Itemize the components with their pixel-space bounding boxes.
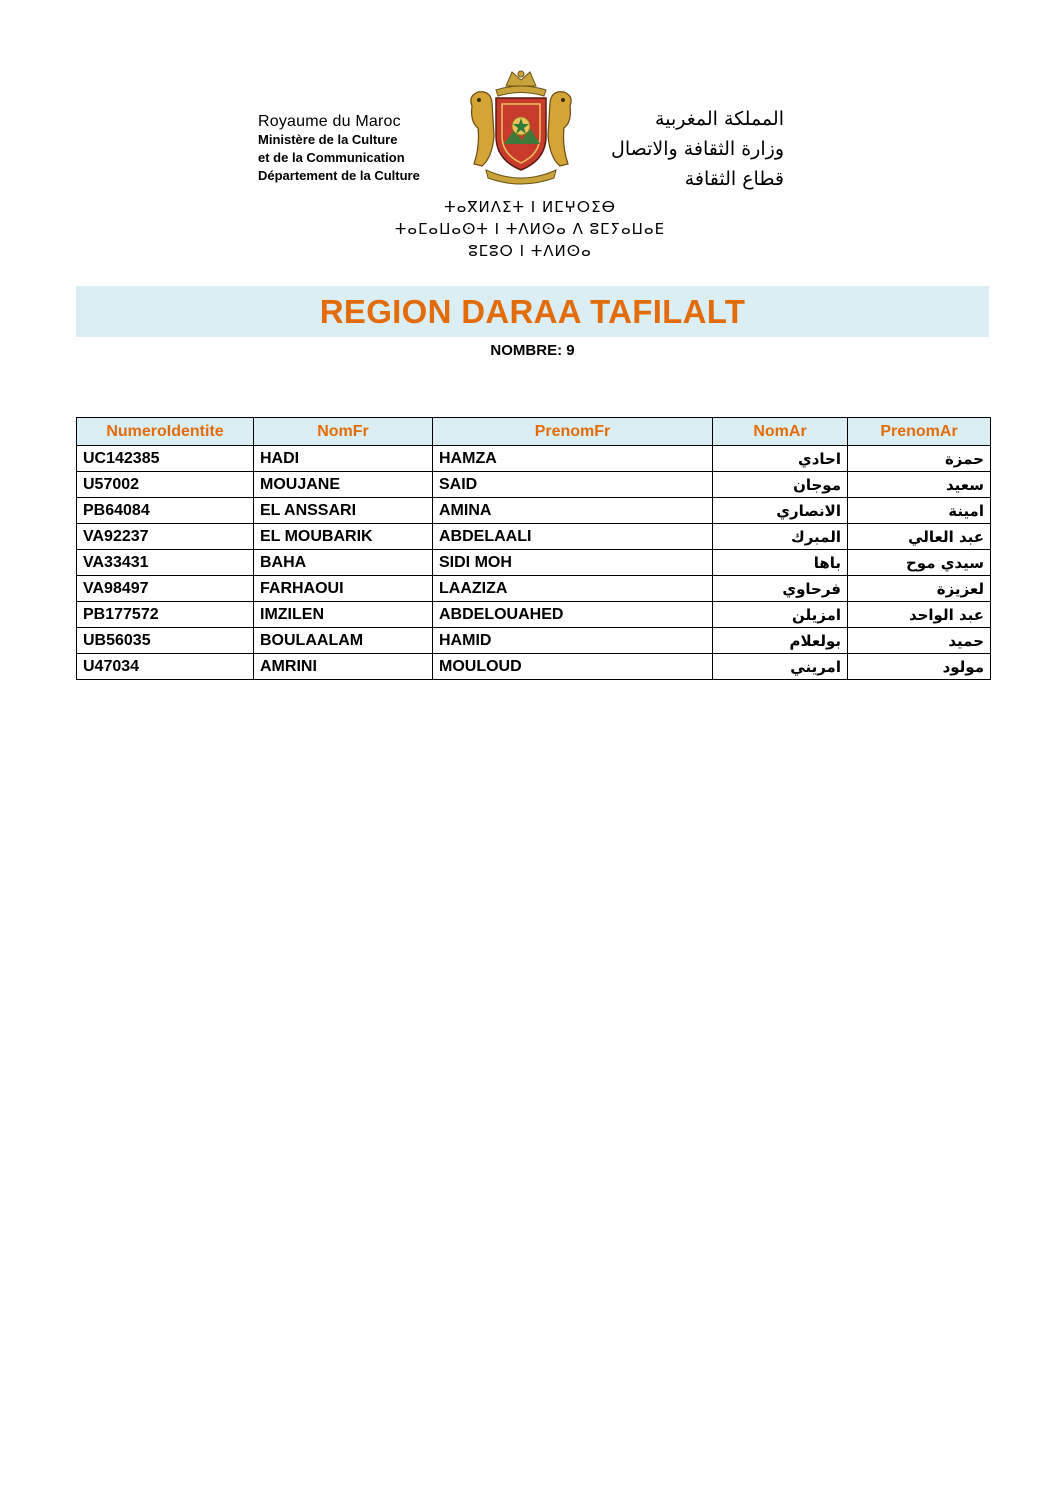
french-letterhead: [258, 113, 442, 185]
cell-prenomfr: ABDELOUAHED: [433, 602, 713, 628]
letterhead-fr-line-3: et de la Communication: [258, 150, 405, 165]
cell-prenomfr: HAMZA: [433, 446, 713, 472]
cell-nomfr: BOULAALAM: [254, 628, 433, 654]
cell-nomfr: IMZILEN: [254, 602, 433, 628]
letterhead-fr-line-2: Ministère de la Culture: [258, 132, 398, 147]
cell-nomfr: BAHA: [254, 550, 433, 576]
letterhead-tif-line-1: ⵜⴰⴳⵍⴷⵉⵜ ⵏ ⵍⵎⵖⵔⵉⴱ: [444, 198, 616, 216]
arabic-letterhead: [592, 104, 784, 194]
cell-prenomar: سعيد: [848, 472, 991, 498]
cell-prenomar: عبد العالي: [848, 524, 991, 550]
column-header-prenomar: PrenomAr: [848, 418, 991, 446]
coat-of-arms-icon: [462, 66, 580, 188]
cell-nomar: بولعلام: [713, 628, 848, 654]
cell-numero: VA33431: [77, 550, 254, 576]
cell-nomar: احادي: [713, 446, 848, 472]
table-row: [77, 628, 991, 654]
cell-prenomfr: SAID: [433, 472, 713, 498]
cell-numero: PB177572: [77, 602, 254, 628]
letterhead-ar-line-1: المملكة المغربية: [655, 108, 784, 130]
cell-nomfr: AMRINI: [254, 654, 433, 680]
cell-numero: U57002: [77, 472, 254, 498]
table-body: [77, 446, 991, 680]
column-header-nomfr: NomFr: [254, 418, 433, 446]
cell-nomar: فرحاوي: [713, 576, 848, 602]
cell-nomar: باها: [713, 550, 848, 576]
cell-numero: VA98497: [77, 576, 254, 602]
table-row: [77, 576, 991, 602]
column-header-nomar: NomAr: [713, 418, 848, 446]
page-header: [0, 0, 1058, 280]
table-row: [77, 446, 991, 472]
table-row: [77, 654, 991, 680]
letterhead-ar-line-2: وزارة الثقافة والاتصال: [611, 138, 784, 160]
cell-nomar: امزيلن: [713, 602, 848, 628]
cell-nomar: المبرك: [713, 524, 848, 550]
table-row: [77, 550, 991, 576]
column-header-numero: NumeroIdentite: [77, 418, 254, 446]
cell-nomfr: EL MOUBARIK: [254, 524, 433, 550]
people-table: [76, 417, 991, 680]
cell-nomar: الانصاري: [713, 498, 848, 524]
letterhead-tif-line-2: ⵜⴰⵎⴰⵡⴰⵙⵜ ⵏ ⵜⴷⵍⵙⴰ ⴷ ⵓⵎⵢⴰⵡⴰⴹ: [394, 220, 666, 238]
cell-nomfr: FARHAOUI: [254, 576, 433, 602]
table-row: [77, 524, 991, 550]
letterhead-fr-line-1: Royaume du Maroc: [258, 113, 401, 130]
cell-prenomfr: ABDELAALI: [433, 524, 713, 550]
cell-prenomar: امينة: [848, 498, 991, 524]
tifinagh-letterhead: [380, 196, 680, 262]
cell-prenomar: حميد: [848, 628, 991, 654]
cell-numero: U47034: [77, 654, 254, 680]
cell-prenomfr: SIDI MOH: [433, 550, 713, 576]
cell-prenomfr: LAAZIZA: [433, 576, 713, 602]
letterhead-tif-line-3: ⵓⵎⵓⵔ ⵏ ⵜⴷⵍⵙⴰ: [468, 242, 592, 260]
cell-numero: UB56035: [77, 628, 254, 654]
cell-numero: VA92237: [77, 524, 254, 550]
record-count: NOMBRE: 9: [490, 342, 575, 359]
cell-nomar: موجان: [713, 472, 848, 498]
cell-nomfr: MOUJANE: [254, 472, 433, 498]
cell-nomfr: EL ANSSARI: [254, 498, 433, 524]
cell-prenomar: مولود: [848, 654, 991, 680]
region-banner: [76, 286, 989, 337]
cell-prenomfr: HAMID: [433, 628, 713, 654]
cell-prenomfr: AMINA: [433, 498, 713, 524]
cell-numero: PB64084: [77, 498, 254, 524]
cell-prenomfr: MOULOUD: [433, 654, 713, 680]
region-title: REGION DARAA TAFILALT: [319, 292, 746, 330]
table-row: [77, 602, 991, 628]
cell-prenomar: سيدي موح: [848, 550, 991, 576]
cell-prenomar: حمزة: [848, 446, 991, 472]
cell-nomfr: HADI: [254, 446, 433, 472]
cell-prenomar: عبد الواحد: [848, 602, 991, 628]
table-row: [77, 498, 991, 524]
table-row: [77, 472, 991, 498]
cell-numero: UC142385: [77, 446, 254, 472]
letterhead-ar-line-3: قطاع الثقافة: [684, 168, 784, 190]
cell-prenomar: لعزيزة: [848, 576, 991, 602]
letterhead-fr-line-4: Département de la Culture: [258, 168, 420, 183]
cell-nomar: امريني: [713, 654, 848, 680]
column-header-prenomfr: PrenomFr: [433, 418, 713, 446]
table-header-row: [77, 418, 991, 446]
